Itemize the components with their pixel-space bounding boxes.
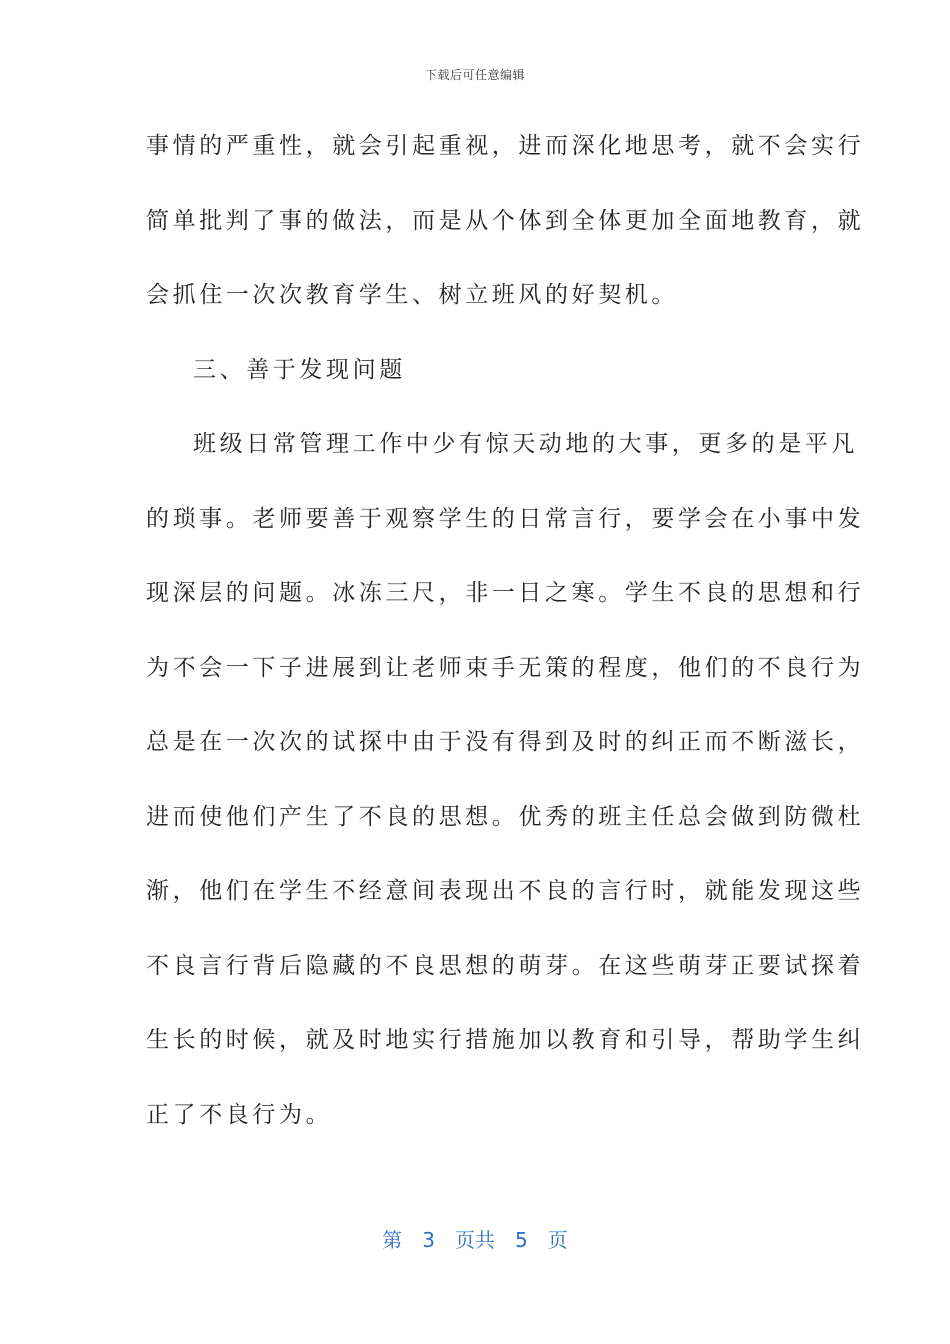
header-note: 下载后可任意编辑	[424, 68, 525, 82]
paragraph-line: 班级日常管理工作中少有惊天动地的大事，更多的是平凡	[193, 431, 858, 457]
paragraph-line: 现深层的问题。冰冻三尺，非一日之寒。学生不良的思想和行	[146, 580, 865, 606]
page-middle-text: 页共	[455, 1228, 495, 1252]
total-pages-number: 5	[515, 1228, 528, 1252]
section-heading: 三、善于发现问题	[193, 356, 406, 383]
paragraph-line: 正了不良行为。	[146, 1101, 333, 1128]
page-prefix: 第	[382, 1228, 403, 1252]
document-body	[146, 120, 865, 1163]
paragraph-line: 总是在一次次的试探中由于没有得到及时的纠正而不断滋长，	[146, 729, 865, 755]
paragraph-line: 为不会一下子进展到让老师束手无策的程度，他们的不良行为	[146, 654, 865, 681]
paragraph-line: 的琐事。老师要善于观察学生的日常言行，要学会在小事中发	[146, 505, 865, 532]
paragraph-line: 简单批判了事的做法，而是从个体到全体更加全面地教育，就	[146, 207, 865, 234]
paragraph-line: 进而使他们产生了不良的思想。优秀的班主任总会做到防微杜	[146, 803, 865, 830]
current-page-number: 3	[422, 1228, 435, 1252]
paragraph-line: 生长的时候，就及时地实行措施加以教育和引导，帮助学生纠	[146, 1027, 865, 1053]
page-suffix: 页	[547, 1228, 568, 1252]
paragraph-line: 事情的严重性，就会引起重视，进而深化地思考，就不会实行	[146, 133, 865, 159]
paragraph-line: 渐，他们在学生不经意间表现出不良的言行时，就能发现这些	[146, 878, 865, 904]
paragraph-line: 不良言行背后隐藏的不良思想的萌芽。在这些萌芽正要试探着	[146, 952, 865, 979]
paragraph-line: 会抓住一次次教育学生、树立班风的好契机。	[146, 282, 678, 308]
page-number-footer	[0, 1224, 950, 1253]
